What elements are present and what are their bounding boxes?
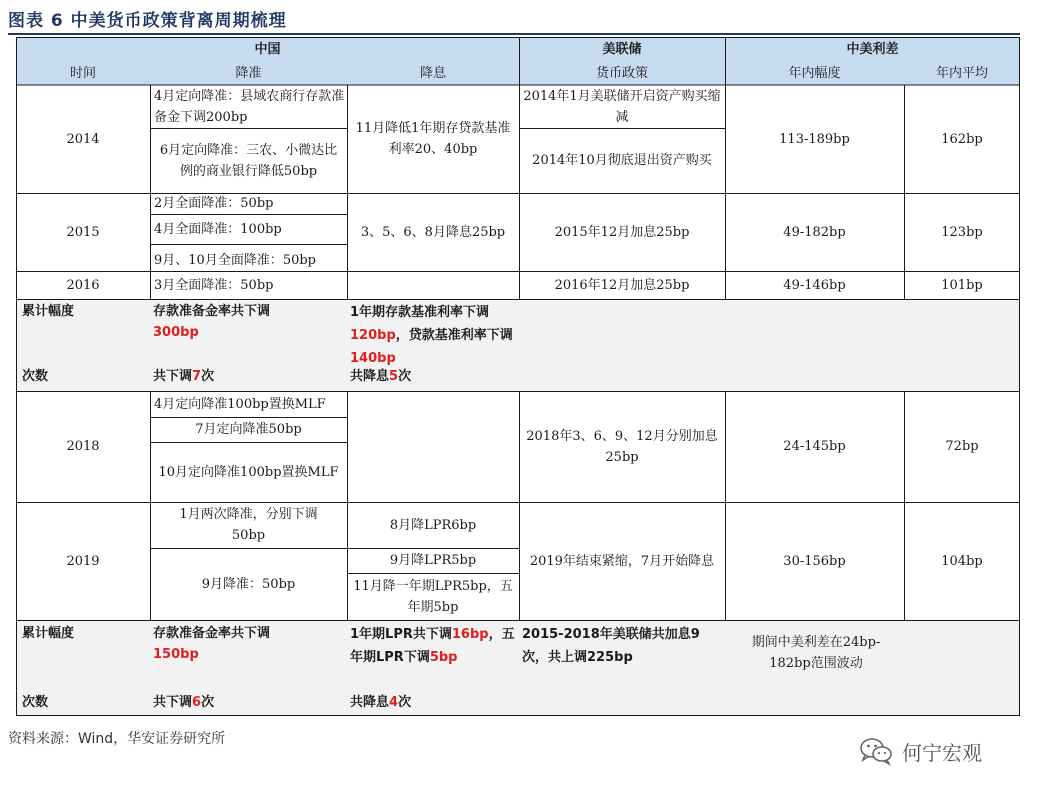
sum1-rrr-text: 存款准备金率共下调 (153, 304, 271, 319)
sum1-rrr-count-value: 7 (192, 369, 202, 384)
rrr-2018-apr: 4月定向降准100bp置换MLF (154, 396, 326, 412)
header-china: 中国 (254, 41, 281, 57)
avg-2019: 104bp (941, 553, 983, 569)
sum2-rrr-count (153, 692, 343, 716)
sum2-rate-count (350, 692, 518, 716)
sum1-rate-t2: ，贷款基准利率下调 (395, 328, 513, 343)
wechat-icon (858, 736, 894, 766)
watermark (858, 736, 982, 766)
avg-2016: 101bp (941, 277, 983, 293)
sum2-rrr (153, 623, 343, 671)
sum2-rate-count-post: 次 (398, 695, 412, 710)
range-2019: 30-156bp (783, 553, 846, 569)
avg-2014: 162bp (941, 131, 983, 147)
header-spread: 中美利差 (846, 41, 899, 57)
rrr-2014-jun: 6月定向降准：三农、小微达比例的商业银行降低50bp (159, 142, 338, 179)
header-rrr: 降准 (235, 65, 262, 81)
sum2-rrr-count-value: 6 (192, 695, 202, 710)
rrr-2019-sep: 9月降准：50bp (201, 576, 296, 592)
rate-2019-nov: 11月降一年期LPR5bp，五年期5bp (353, 578, 513, 615)
header-range: 年内幅度 (788, 65, 841, 81)
sum1-rate (350, 301, 518, 365)
sum1-rrr (153, 301, 343, 349)
avg-2018: 72bp (945, 439, 979, 454)
sum1-cum-label: 累计幅度 (22, 304, 75, 319)
fed-2015: 2015年12月加息25bp (554, 224, 690, 240)
sum2-rate-count-value: 4 (389, 695, 399, 710)
sum2-count-label: 次数 (22, 695, 49, 710)
fed-2016: 2016年12月加息25bp (554, 277, 690, 293)
rrr-2018-jul: 7月定向降准50bp (195, 422, 302, 437)
policy-table (16, 37, 1020, 716)
header-average: 年内平均 (935, 65, 988, 81)
range-2015: 49-182bp (783, 224, 846, 240)
rrr-2015-sep-oct: 9月、10月全面降准：50bp (154, 253, 316, 268)
rrr-2014-apr: 4月定向降准：县域农商行存款准备金下调200bp (154, 88, 345, 125)
rrr-2015-feb: 2月全面降准：50bp (154, 196, 274, 211)
sum1-rate-count-post: 次 (398, 369, 412, 384)
range-2018: 24-145bp (783, 439, 846, 454)
sum2-cum-label: 累计幅度 (22, 626, 75, 641)
sum2-rate-count-pre: 共降息 (350, 695, 390, 710)
fed-2018: 2018年3、6、9、12月分别加息25bp (526, 428, 718, 465)
sum1-rate-count (350, 366, 518, 390)
sum2-rate (350, 623, 518, 693)
sum2-spread: 期间中美利差在24bp-182bp范围波动 (751, 635, 881, 671)
sum2-rate-v1: 16bp (451, 627, 489, 642)
rrr-2019-jan: 1月两次降准，分别下调50bp (179, 507, 318, 543)
sum2-fed: 2015-2018年美联储共加息9次，共上调225bp (522, 627, 700, 665)
sum2-rate-t1: 1年期LPR共下调 (350, 627, 452, 642)
sum2-rate-t2: ，五年期LPR下调 (350, 627, 515, 665)
sum2-rrr-count-pre: 共下调 (153, 695, 193, 710)
source-note: 资料来源：Wind，华安证券研究所 (8, 731, 226, 747)
sum2-rate-v2: 5bp (429, 650, 458, 665)
year-2016: 2016 (66, 277, 100, 293)
year-2019: 2019 (66, 553, 100, 569)
fed-2014-jan: 2014年1月美联储开启资产购买缩减 (523, 88, 721, 125)
year-2014: 2014 (66, 131, 100, 147)
rate-2019-sep: 9月降LPR5bp (389, 553, 477, 568)
sum1-rate-count-value: 5 (389, 369, 399, 384)
avg-2015: 123bp (941, 224, 983, 240)
year-2015: 2015 (66, 224, 100, 240)
title-rule (8, 33, 1020, 35)
rrr-2018-oct: 10月定向降准100bp置换MLF (158, 464, 339, 480)
rate-2015: 3、5、6、8月降息25bp (360, 224, 506, 240)
sum1-rrr-count (153, 366, 343, 390)
figure-title: 图表 6 中美货币政策背离周期梳理 (8, 11, 287, 31)
header-rate-cut: 降息 (419, 65, 446, 81)
sum1-count-label: 次数 (22, 369, 49, 384)
sum1-rate-t1: 1年期存款基准利率下调 (350, 305, 490, 320)
sum1-rrr-value: 300bp (153, 325, 199, 340)
rrr-2015-apr: 4月全面降准：100bp (154, 221, 282, 237)
sum2-rrr-text: 存款准备金率共下调 (153, 626, 271, 641)
sum1-rrr-count-post: 次 (201, 369, 215, 384)
fed-2019: 2019年结束紧缩，7月开始降息 (529, 553, 715, 569)
rate-2014: 11月降低1年期存贷款基准利率20、40bp (355, 121, 511, 157)
range-2014: 113-189bp (779, 131, 850, 147)
header-monetary-policy: 货币政策 (595, 65, 648, 81)
header-fed: 美联储 (602, 41, 642, 57)
range-2016: 49-146bp (783, 277, 846, 293)
sum1-rate-count-pre: 共降息 (350, 369, 390, 384)
rate-2019-aug: 8月降LPR6bp (389, 517, 477, 533)
watermark-text: 何宁宏观 (902, 740, 982, 765)
sum1-rate-v1: 120bp (350, 328, 396, 343)
header-time: 时间 (69, 65, 96, 81)
sum2-rrr-count-post: 次 (201, 695, 215, 710)
sum1-rrr-count-pre: 共下调 (153, 369, 193, 384)
fed-2014-oct: 2014年10月彻底退出资产购买 (532, 153, 712, 168)
year-2018: 2018 (66, 439, 100, 454)
sum2-rrr-value: 150bp (153, 647, 199, 662)
sum1-rate-v2: 140bp (350, 351, 396, 365)
rrr-2016: 3月全面降准：50bp (154, 277, 274, 293)
